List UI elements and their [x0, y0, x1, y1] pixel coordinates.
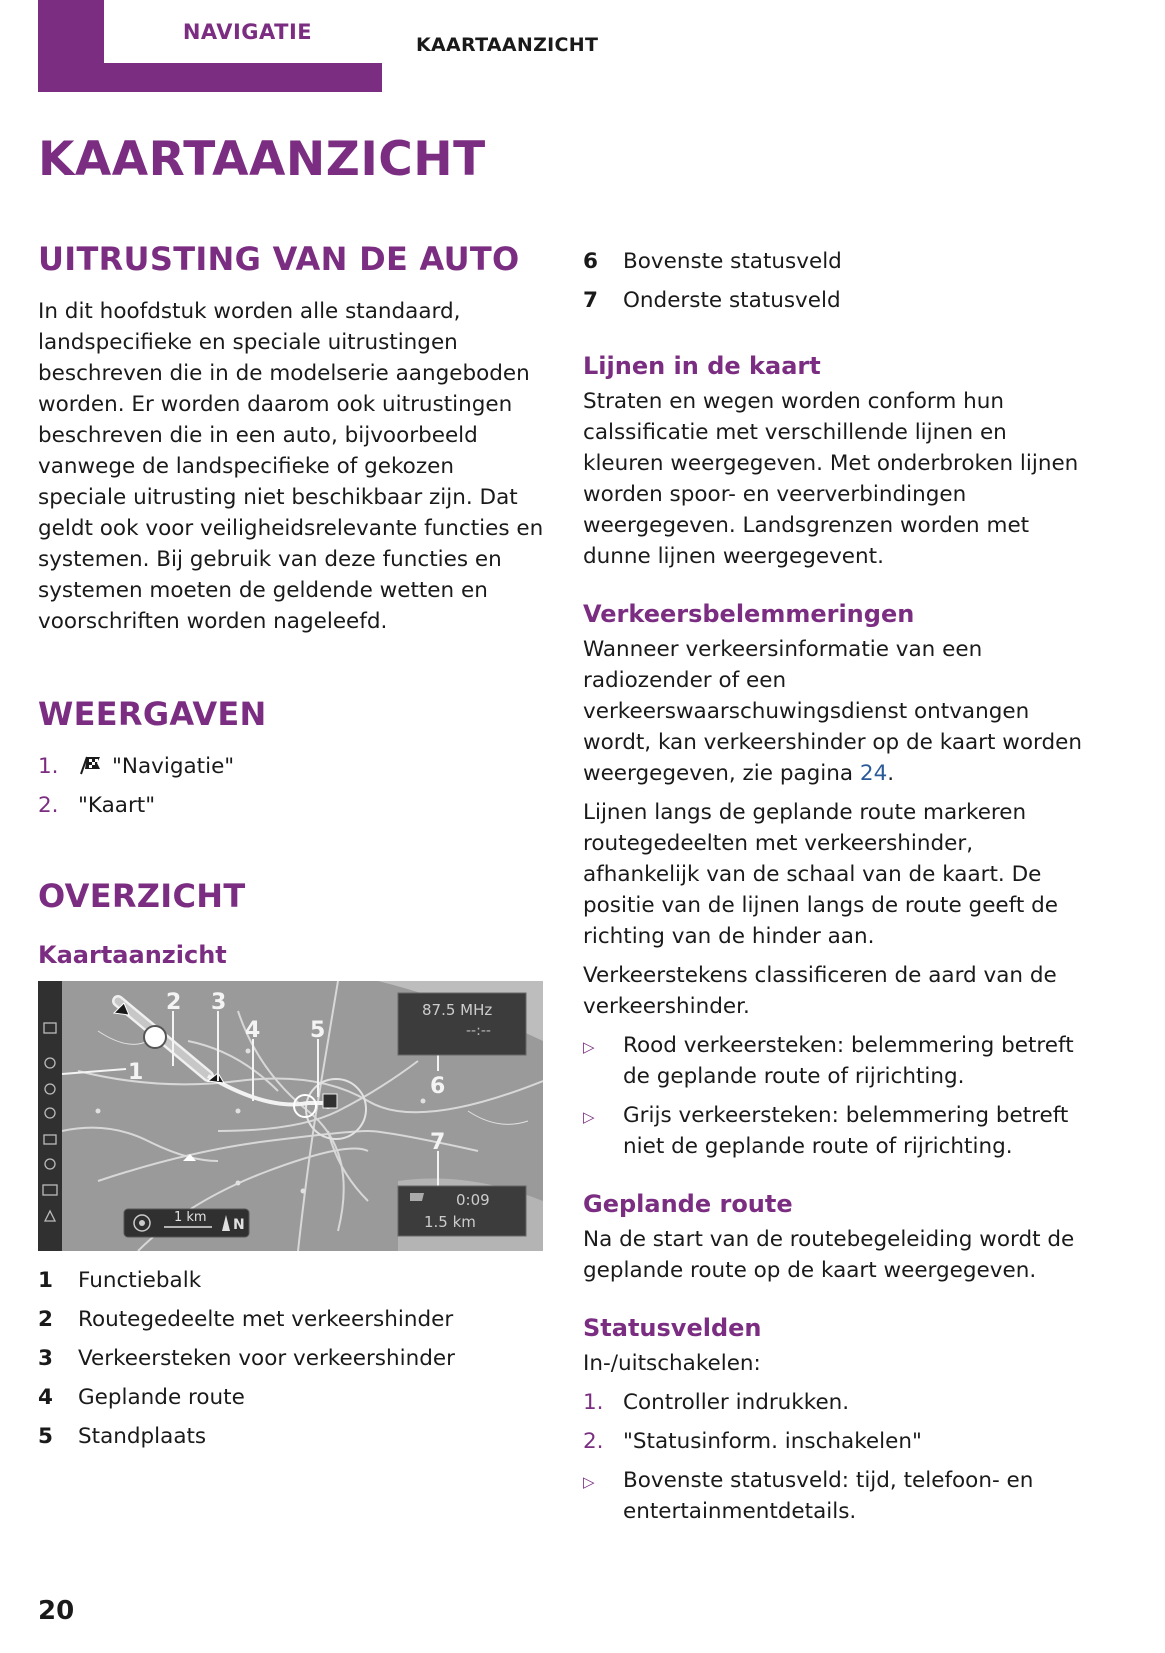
weergaven-steps [38, 751, 548, 821]
subsection-title-lijnen: Lijnen in de kaart [583, 352, 821, 380]
list-item [583, 1426, 1093, 1457]
legend-number: 1 [38, 1268, 53, 1293]
bullet-text: Bovenste statusveld: tijd, telefoon- en entertainmentdetails. [623, 1468, 1034, 1524]
section-title-overzicht: OVERZICHT [38, 877, 246, 915]
callout-7: 7 [430, 1130, 446, 1155]
navigation-flag-icon [78, 754, 104, 776]
lijnen-body: Straten en wegen worden conform hun calssificatie met verschillende lijnen en kleuren weergegeven. Met onderbroken lijnen worden spoor- en veerverbindingen weergegeven. Landsgrenzen worden met dunne lijnen weergegevent. [583, 389, 1079, 569]
step-number: 1. [583, 1390, 604, 1415]
legend-text: Geplande route [78, 1385, 245, 1410]
list-item [583, 246, 1093, 277]
right-column [583, 246, 1093, 1535]
triangle-bullet-icon: ▷ [583, 1473, 595, 1491]
arrival-time: 0:09 [456, 1191, 490, 1209]
route-body: Na de start van de routebegeleiding wordt de geplande route op de kaart weergegeven. [583, 1227, 1075, 1283]
list-item [38, 1382, 548, 1413]
verkeer-p1-text: Wanneer verkeersinformatie van een radiozender of een verkeerswaarschuwingsdienst ontvangen wordt, kan verkeershinder op de kaart worden weergegeven, zie pagina [583, 637, 1082, 786]
callout-4: 4 [245, 1018, 261, 1043]
list-item [583, 285, 1093, 316]
legend-number: 6 [583, 249, 598, 274]
subsection-title-route: Geplande route [583, 1190, 793, 1218]
list-item [38, 1304, 548, 1335]
breadcrumb: KAARTAANZICHT [416, 34, 599, 56]
callout-6: 6 [430, 1074, 446, 1099]
list-item [583, 1465, 1093, 1527]
legend-text: Bovenste statusveld [623, 249, 842, 274]
triangle-bullet-icon: ▷ [583, 1038, 595, 1056]
step-text: "Kaart" [78, 793, 156, 818]
bullet-text: Rood verkeersteken: belemmering betreft de geplande route of rijrichting. [623, 1033, 1074, 1089]
step-text [78, 751, 234, 782]
subsection-title-verkeer: Verkeersbelemmeringen [583, 600, 915, 628]
chapter-tab [38, 0, 382, 92]
remaining-distance: 1.5 km [424, 1213, 476, 1231]
step-label: "Navigatie" [112, 754, 235, 779]
legend-text: Functiebalk [78, 1268, 202, 1293]
bullet-text: Grijs verkeersteken: belemmering betreft niet de geplande route of rijrichting. [623, 1103, 1069, 1159]
status-steps [583, 1387, 1093, 1457]
legend-number: 5 [38, 1424, 53, 1449]
radio-subline: --:-- [466, 1023, 491, 1039]
legend-text: Routegedeelte met verkeershinder [78, 1307, 454, 1332]
status-intro: In-/uitschakelen: [583, 1351, 761, 1376]
step-number: 1. [38, 754, 59, 779]
list-item [38, 751, 548, 782]
callout-3: 3 [211, 990, 227, 1015]
callout-2: 2 [166, 990, 182, 1015]
verkeer-paragraph-2: Lijnen langs de geplande route markeren routegedeelten met verkeershinder, afhankelijk van de schaal van de kaart. De positie van de lijnen langs de route geeft de richting van de hinder aan. [583, 800, 1058, 949]
uitrusting-body: In dit hoofdstuk worden alle standaard, landspecifieke en speciale uitrustingen beschreven die in de modelserie aangeboden worden. Er worden daarom ook uitrustingen beschreven die in een auto, bijvoorbeeld vanwege de landspecifieke of gekozen speciale uitrusting niet beschikbaar zijn. Dat geldt ook voor veiligheidsrelevante functies en systemen. Bij gebruik van deze functies en systemen moeten de geldende wetten en voorschriften worden nageleefd. [38, 299, 544, 634]
page-number: 20 [38, 1596, 75, 1626]
legend-text: Verkeersteken voor verkeershinder [78, 1346, 455, 1371]
legend-number: 2 [38, 1307, 53, 1332]
step-text: Controller indrukken. [623, 1390, 850, 1415]
step-number: 2. [583, 1429, 604, 1454]
verkeer-paragraph-1 [583, 634, 1093, 789]
list-item [38, 1265, 548, 1296]
list-item [583, 1387, 1093, 1418]
legend-text: Onderste statusveld [623, 288, 841, 313]
subsection-title-status: Statusvelden [583, 1314, 762, 1342]
step-number: 2. [38, 793, 59, 818]
map-screenshot [38, 981, 543, 1251]
legend-number: 7 [583, 288, 598, 313]
status-bullets [583, 1465, 1093, 1527]
map-legend [38, 1265, 548, 1452]
north-indicator: N [233, 1217, 245, 1233]
verkeer-p1-end: . [887, 761, 895, 786]
callout-1: 1 [128, 1060, 144, 1085]
chapter-tab-label: NAVIGATIE [104, 0, 391, 63]
radio-frequency: 87.5 MHz [422, 1001, 493, 1019]
page-title: KAARTAANZICHT [38, 132, 486, 187]
legend-text: Standplaats [78, 1424, 207, 1449]
list-item [38, 790, 548, 821]
step-text: "Statusinform. inschakelen" [623, 1429, 922, 1454]
legend-number: 4 [38, 1385, 53, 1410]
verkeer-bullets [583, 1030, 1093, 1162]
list-item [583, 1030, 1093, 1092]
list-item [38, 1421, 548, 1452]
map-scale: 1 km [174, 1210, 207, 1225]
callout-5: 5 [310, 1018, 326, 1043]
left-column [38, 240, 548, 1460]
section-title-weergaven: WEERGAVEN [38, 695, 267, 733]
section-title-uitrusting: UITRUSTING VAN DE AUTO [38, 240, 520, 278]
list-item [38, 1343, 548, 1374]
verkeer-paragraph-3: Verkeerstekens classificeren de aard van de verkeershinder. [583, 963, 1057, 1019]
list-item [583, 1100, 1093, 1162]
subsection-title-kaartaanzicht: Kaartaanzicht [38, 941, 227, 969]
page-reference-link[interactable]: 24 [859, 761, 888, 786]
triangle-bullet-icon: ▷ [583, 1108, 595, 1126]
map-legend-continued [583, 246, 1093, 316]
legend-number: 3 [38, 1346, 53, 1371]
